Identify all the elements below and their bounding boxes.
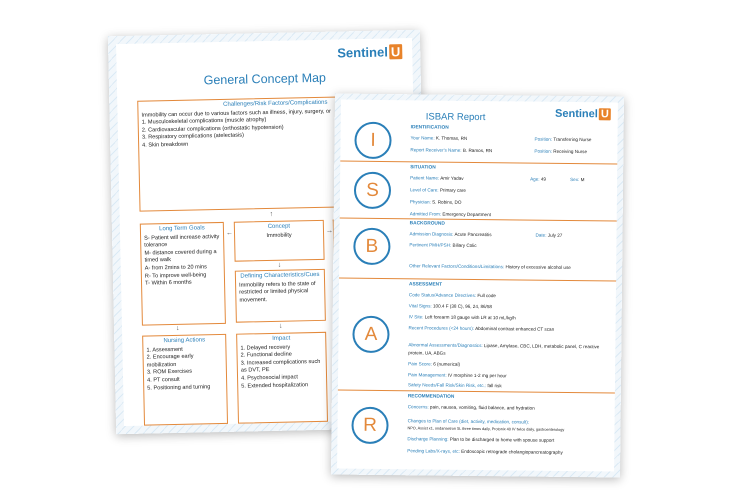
arrow-left: ←: [225, 229, 234, 237]
goal-line: T- Within 6 months: [144, 279, 192, 287]
arrow-down: ↓: [277, 261, 282, 269]
goal-line: M- distance covered during a timed walk: [144, 248, 217, 264]
assessment-letter-icon: A: [352, 316, 389, 353]
sentinel-logo: Sentinel U: [554, 107, 609, 121]
challenges-line: 4. Skin breakdown: [142, 141, 189, 149]
concept-text: Immobility: [266, 232, 292, 239]
impact-line: 4. Psychosocial impact: [241, 374, 299, 382]
procedures-row: Recent Procedures (<24 hours): Abdominal contrast enhanced CT scan: [408, 325, 555, 332]
position-row: Position: Transferring Nurse: [534, 136, 592, 143]
age-row: Age: 49: [530, 176, 547, 182]
receiver-row: Report Receiver's Name: B. Ramos, RN: [410, 147, 493, 154]
recommendation-letter-icon: R: [351, 407, 388, 444]
pain-management-row: Pain Management: IV morphine 1-2 mg per hour: [408, 372, 507, 379]
defining-characteristics-box: [235, 269, 326, 323]
nursing-line: 4. PT consult: [147, 376, 180, 384]
concerns-row: Concerns: pain, nausea, vomiting, fluid balance, and hydration: [407, 404, 535, 411]
arrow-down: ↓: [278, 322, 283, 330]
nursing-actions-box: [142, 334, 228, 426]
nursing-line: 1. Assessment: [146, 346, 183, 354]
sex-row: Sex: M: [570, 176, 585, 183]
long-term-goals-box: [140, 222, 226, 326]
challenges-line: 1. Musculoskeletal complications (muscle atrophy): [141, 117, 267, 126]
impact-line: 3. Increased complications such as DVT, PE: [240, 358, 321, 374]
physician-row: Physician: S. Robins, DO: [409, 199, 462, 205]
nursing-line: 3. ROM Exercises: [146, 368, 193, 376]
goals-heading: Long Term Goals: [159, 225, 205, 233]
changes-detail: NPO, Assist x1, ondansetron 5L three times daily, Protonix 40 IV twice daily, gastroenterology: [407, 426, 565, 432]
isbar-report-sheet: [331, 93, 624, 477]
background-letter-icon: B: [353, 228, 390, 265]
concept-map-title: General Concept Map: [203, 70, 327, 88]
impact-line: 2. Functional decline: [240, 351, 292, 359]
section-divider: [340, 161, 617, 165]
pain-score-row: Pain Score: 6 (numerical): [408, 361, 461, 367]
pmh-row: Pertinent PMH/PSH: Biliary Colic: [409, 242, 477, 248]
background-heading: BACKGROUND: [409, 221, 445, 227]
date-row: Date: July 27: [535, 232, 563, 238]
challenges-line: Immobility can occur due to various factors such as illness, injury, surgery, or: [141, 108, 331, 119]
iv-site-row: IV Site: Left forearm 18 gauge with LR at 10 mL/kg/h: [408, 314, 516, 321]
your-name-row: Your Name: K. Thomas, RN: [410, 135, 468, 141]
goal-line: R- To improve well-being: [144, 271, 207, 280]
diagnosis-row: Admission Diagnosis: Acute Pancreatitis: [409, 231, 492, 238]
identification-letter-icon: I: [354, 122, 391, 159]
position2-row: Position: Receiving Nurse: [534, 148, 588, 155]
nursing-line: 2. Encourage early mobilization: [146, 353, 194, 369]
care-row: Level of Care: Primary care: [409, 187, 466, 193]
situation-letter-icon: S: [354, 172, 391, 209]
section-divider: [340, 218, 617, 222]
recommendation-heading: RECOMMENDATION: [407, 394, 455, 400]
impact-line: 1. Delayed recovery: [240, 344, 291, 352]
identification-heading: IDENTIFICATION: [410, 125, 449, 131]
code-status-row: Code Status/Advance Directives: Full code: [408, 292, 496, 299]
situation-heading: SITUATION: [410, 165, 436, 171]
challenges-line: 3. Respiratory complications (atelectasis): [141, 132, 245, 141]
defining-text: Immobility refers to the state of restricted or limited physical movement.: [239, 280, 316, 304]
assessment-heading: ASSESSMENT: [408, 282, 443, 288]
nursing-line: 5. Positioning and turning: [147, 383, 211, 392]
impact-heading: Impact: [272, 335, 291, 342]
goal-line: A- from 2mins to 20 mins: [144, 264, 207, 272]
patient-row: Patient Name: Amir Yadav: [410, 175, 464, 181]
section-divider: [339, 278, 616, 282]
other-factors-row: Other Relevant Factors/Conditions/Limitations: History of excessive alcohol use: [409, 263, 571, 270]
pending-labs-row: Pending Labs/X-rays, etc: Endoscopic retrograde cholangiopancreatography: [407, 448, 563, 455]
sentinel-logo: Sentinel U: [337, 44, 401, 61]
abnormal-row: Abnormal Assessments/Diagnostics: Lipase, Amylase, CBC, LDH, metabolic panel, C reactive protein, UA, ABGs: [408, 342, 600, 356]
arrow-down: ↓: [175, 324, 180, 332]
arrow-right: →: [325, 227, 334, 235]
vitals-row: Vital Signs: 100.4 F (38 C), 96, 24, 86/58: [408, 303, 492, 310]
goal-line: S- Patient will increase activity tolerance: [144, 233, 220, 249]
isbar-page: [337, 100, 618, 472]
section-divider: [338, 390, 615, 394]
arrow-up: ↑: [269, 210, 274, 218]
concept-box: [234, 220, 325, 262]
impact-line: 5. Extended hospitalization: [241, 381, 309, 390]
defining-heading: Defining Characteristics/Cues: [240, 271, 320, 280]
impact-box: [236, 332, 328, 424]
nursing-heading: Nursing Actions: [163, 337, 206, 345]
changes-row: Changes to Plan of Care (diet, activity, medication, consult):: [407, 418, 530, 425]
challenges-line: 2. Cardiovascular complications (orthostatic hypotension): [141, 124, 284, 134]
concept-heading: Concept: [267, 223, 291, 231]
discharge-row: Discharge Planning: Plan to be discharged to home with spouse support: [407, 436, 555, 443]
safety-row: Safety Needs/Fall Risk/Skin Risk, etc.: fall risk: [407, 382, 502, 389]
admitted-row: Admitted From: Emergency Department: [409, 211, 491, 218]
isbar-title: ISBAR Report: [425, 111, 486, 124]
challenges-heading: Challenges/Risk Factors/Complications: [223, 99, 328, 108]
